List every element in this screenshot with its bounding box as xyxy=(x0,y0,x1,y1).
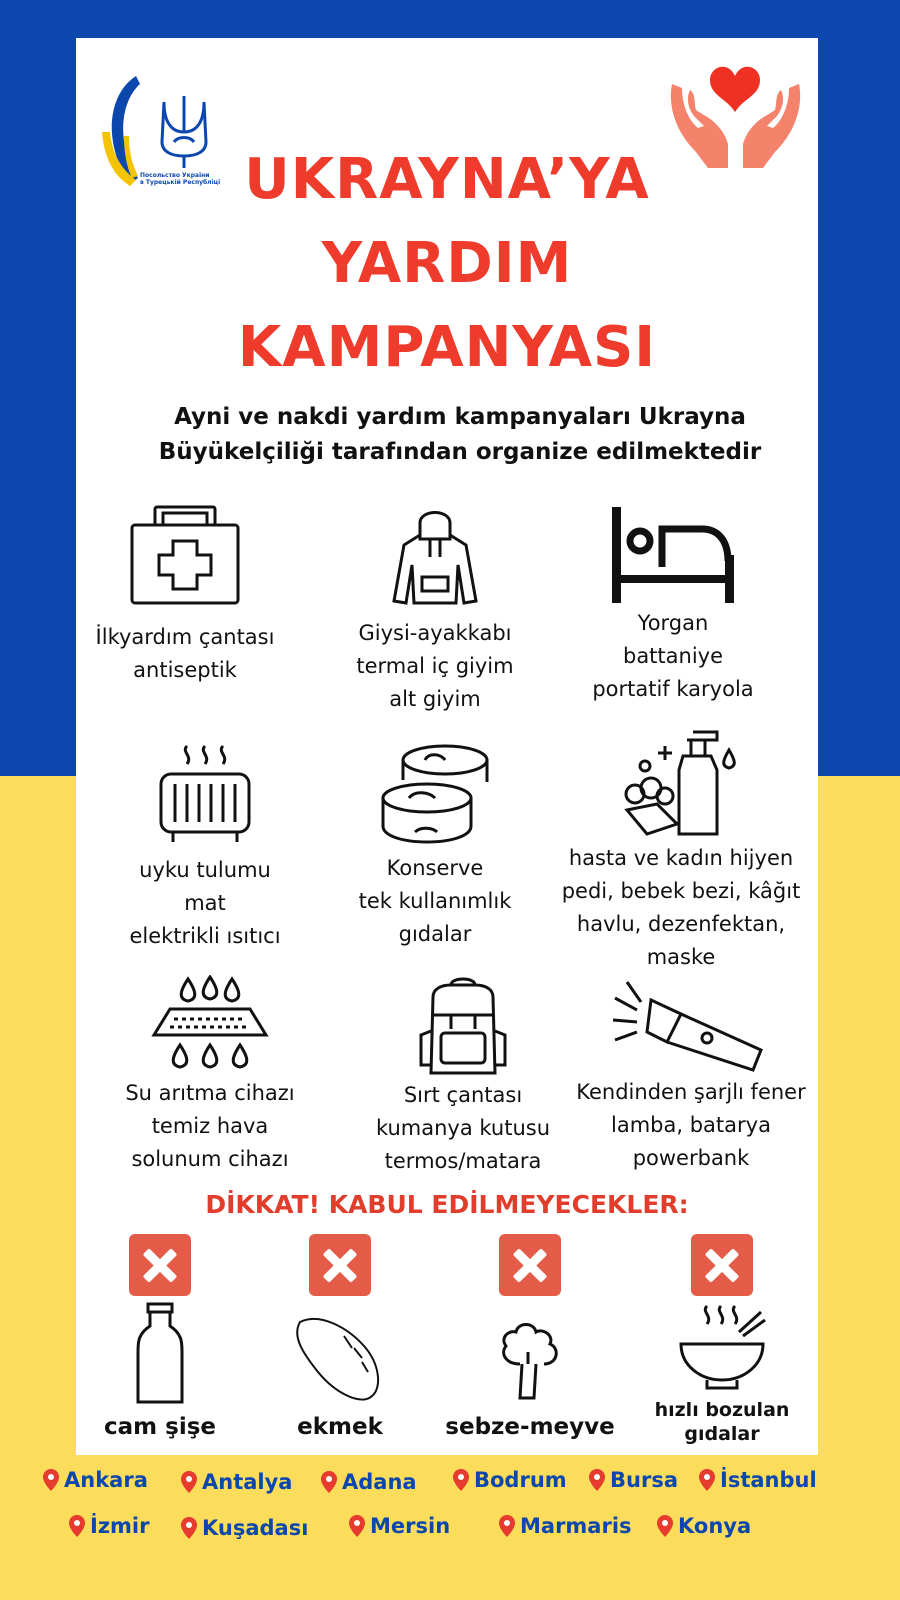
location-pin-icon xyxy=(348,1514,366,1538)
city-name: Bursa xyxy=(610,1468,678,1492)
reject-x-icon xyxy=(129,1234,191,1296)
rejected-glass-bottle xyxy=(60,1234,260,1440)
city-marmaris xyxy=(498,1514,632,1538)
subtitle-line-1: Ayni ve nakdi yardım kampanyaları Ukrayna xyxy=(174,404,746,430)
item-label: uyku tulumu mat elektrikli ısıtıcı xyxy=(129,858,281,948)
item-label: hasta ve kadın hijyen pedi, bebek bezi, kâğıt havlu, dezenfektan, maske xyxy=(561,846,801,969)
soup-bowl-icon xyxy=(677,1302,767,1392)
item-clothing xyxy=(305,505,565,716)
item-backpack xyxy=(333,975,593,1178)
rejected-perishable xyxy=(622,1234,822,1446)
location-pin-icon xyxy=(42,1468,60,1492)
location-pin-icon xyxy=(180,1470,198,1494)
item-water-purifier xyxy=(80,975,340,1176)
item-label: Kendinden şarjlı fener lamba, batarya powerbank xyxy=(576,1080,806,1170)
city-adana xyxy=(320,1470,417,1494)
city-name: Ankara xyxy=(64,1468,148,1492)
location-pin-icon xyxy=(698,1468,716,1492)
reject-x-icon xyxy=(309,1234,371,1296)
rejected-label: hızlı bozulan gıdalar xyxy=(654,1399,790,1445)
heater-icon xyxy=(155,742,255,846)
city-name: İstanbul xyxy=(720,1468,817,1492)
title-line-2: YARDIM xyxy=(321,231,573,296)
city-konya xyxy=(656,1514,751,1538)
item-heater xyxy=(75,742,335,953)
city-kusadasi xyxy=(180,1516,308,1540)
embassy-name-line2: в Турецькій Республіці xyxy=(140,179,221,186)
item-label: Giysi-ayakkabı termal iç giyim alt giyim xyxy=(356,621,514,711)
rejected-bread xyxy=(240,1234,440,1440)
location-pin-icon xyxy=(498,1514,516,1538)
hygiene-icon xyxy=(621,730,741,842)
item-flashlight xyxy=(561,980,821,1175)
subtitle xyxy=(130,400,790,470)
warning-heading: DİKKAT! KABUL EDİLMEYECEKLER: xyxy=(205,1190,689,1219)
location-pin-icon xyxy=(452,1468,470,1492)
title-line-1: UKRAYNA’YA xyxy=(244,147,650,212)
subtitle-line-2: Büyükelçiliği tarafından organize edilmektedir xyxy=(158,439,762,465)
city-izmir xyxy=(68,1514,149,1538)
city-name: Kuşadası xyxy=(202,1516,309,1540)
location-pin-icon xyxy=(320,1470,338,1494)
flashlight-icon xyxy=(611,980,771,1076)
city-bursa xyxy=(588,1468,678,1492)
bed-icon xyxy=(610,505,736,605)
location-pin-icon xyxy=(180,1516,198,1540)
page-title xyxy=(76,138,818,390)
rejected-label: sebze-meyve xyxy=(445,1414,615,1440)
city-name: Konya xyxy=(678,1514,752,1538)
broccoli-icon xyxy=(490,1302,570,1406)
embassy-name-line1: Посольство України xyxy=(140,172,210,179)
city-name: Marmaris xyxy=(520,1514,632,1538)
item-label: İlkyardım çantası antiseptik xyxy=(95,625,275,682)
location-pin-icon xyxy=(656,1514,674,1538)
item-canned-food xyxy=(305,742,565,951)
item-label: Konserve tek kullanımlık gıdalar xyxy=(358,856,512,946)
location-pin-icon xyxy=(68,1514,86,1538)
city-name: Mersin xyxy=(370,1514,451,1538)
canned-food-icon xyxy=(379,742,491,848)
item-bedding xyxy=(543,505,803,706)
rejected-vegetables xyxy=(430,1234,630,1440)
reject-x-icon xyxy=(499,1234,561,1296)
reject-x-icon xyxy=(691,1234,753,1296)
bread-icon xyxy=(292,1302,388,1406)
city-name: Antalya xyxy=(202,1470,293,1494)
title-line-3: KAMPANYASI xyxy=(237,315,657,380)
rejected-label: ekmek xyxy=(297,1414,383,1440)
rejected-label: cam şişe xyxy=(104,1414,216,1440)
location-pin-icon xyxy=(588,1468,606,1492)
item-first-aid xyxy=(55,505,315,687)
city-name: Adana xyxy=(342,1470,417,1494)
backpack-icon xyxy=(415,975,511,1079)
item-label: Su arıtma cihazı temiz hava solunum cihazı xyxy=(125,1081,295,1171)
city-name: İzmir xyxy=(90,1514,150,1538)
hoodie-icon xyxy=(390,505,480,609)
water-purifier-icon xyxy=(150,975,270,1077)
city-name: Bodrum xyxy=(474,1468,567,1492)
item-hygiene xyxy=(551,730,811,974)
city-ankara xyxy=(42,1468,148,1492)
item-label: Yorgan battaniye portatif karyola xyxy=(592,611,754,701)
item-label: Sırt çantası kumanya kutusu termos/matara xyxy=(375,1083,551,1173)
city-istanbul xyxy=(698,1468,817,1492)
city-bodrum xyxy=(452,1468,567,1492)
first-aid-kit-icon xyxy=(129,505,241,609)
glass-bottle-icon xyxy=(130,1302,190,1406)
city-mersin xyxy=(348,1514,450,1538)
city-antalya xyxy=(180,1470,292,1494)
